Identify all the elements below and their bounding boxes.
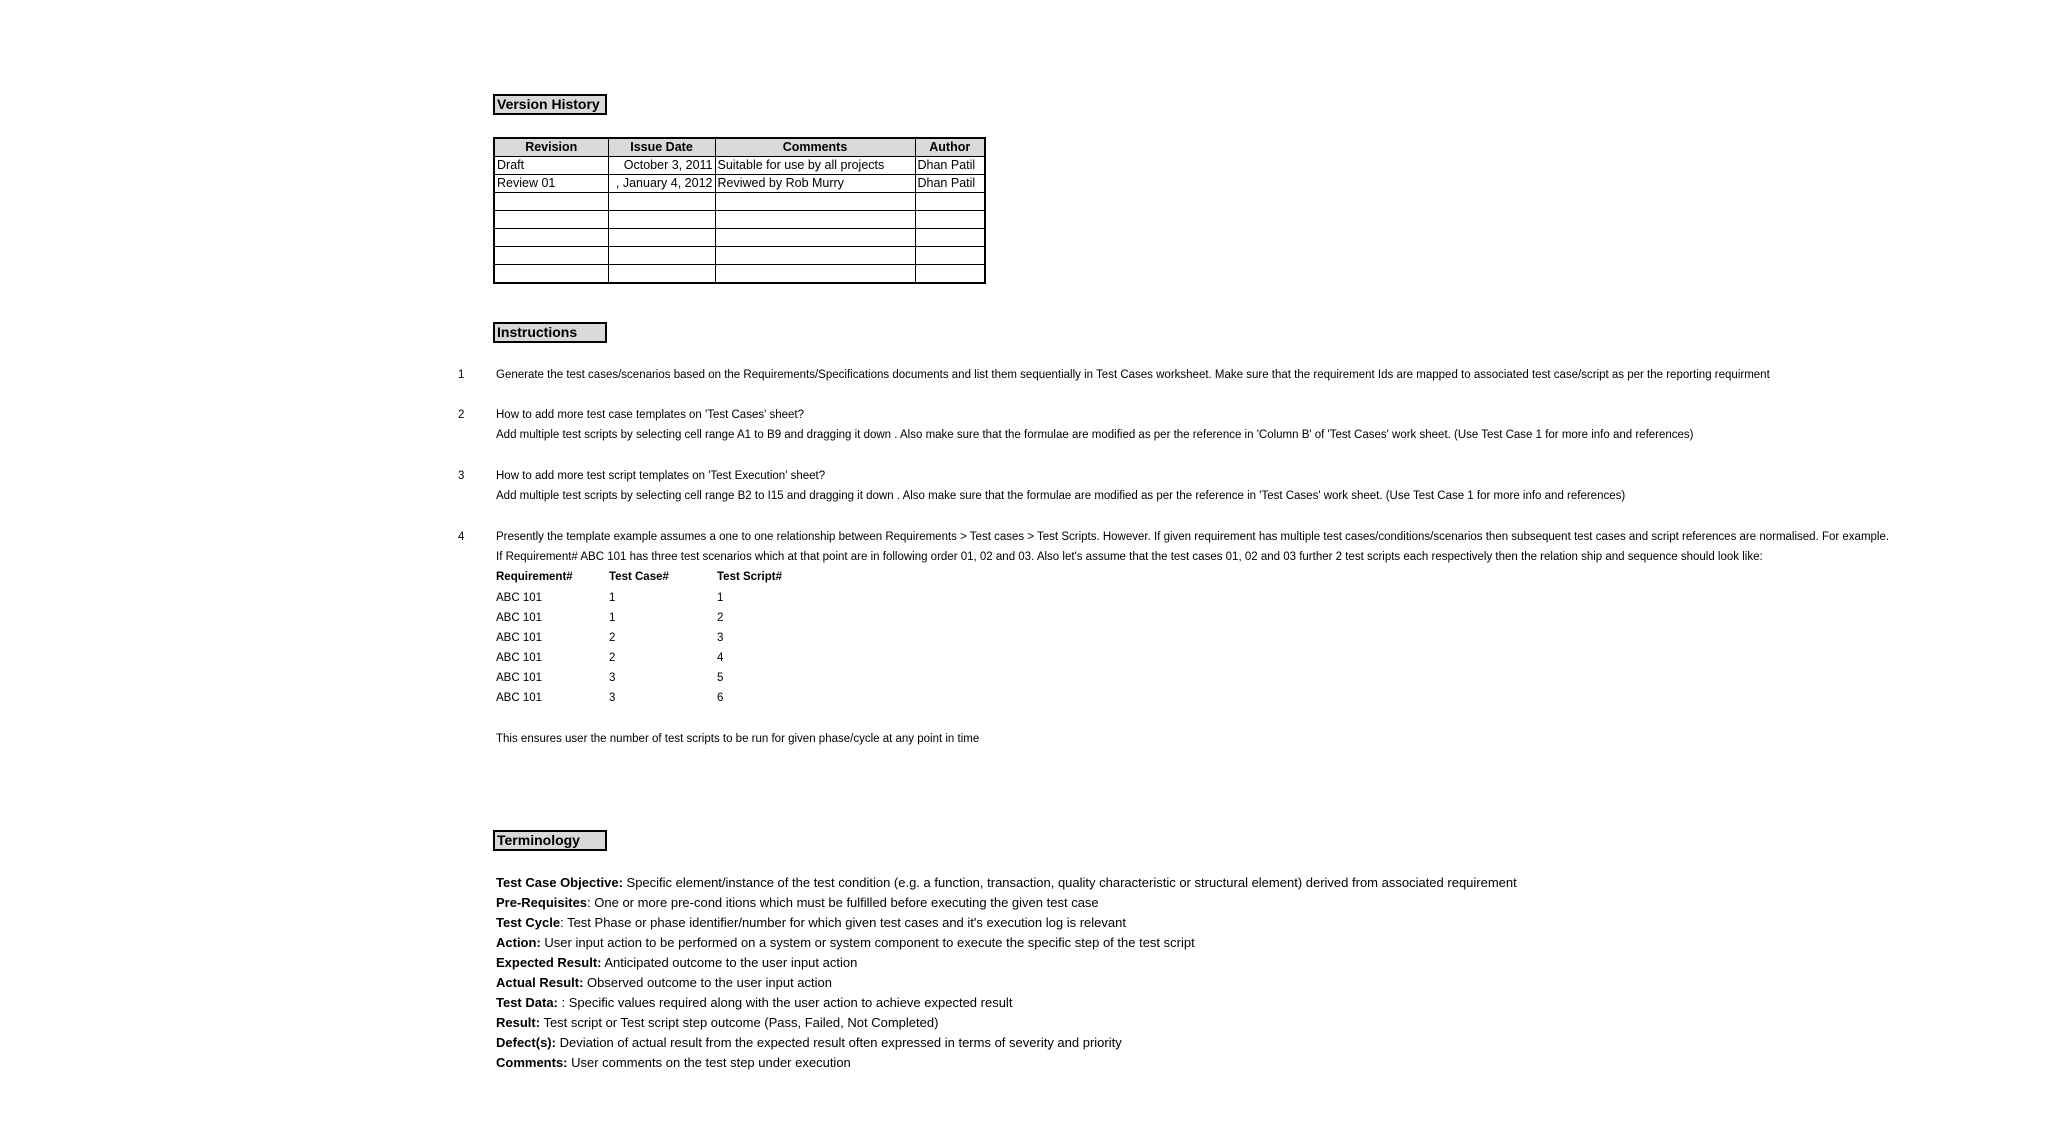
term-item	[496, 1035, 1122, 1050]
cell-author[interactable]: Dhan Patil	[915, 157, 985, 175]
instruction-text: Presently the template example assumes a one to one relationship between Requirements > Test cases > Test Scripts. However. If given requirement has multiple test cases/conditions/scenarios then subsequent test cases and script references are normalised. For example.	[496, 531, 1890, 543]
example-requirement: ABC 101	[496, 612, 543, 624]
table-row	[494, 211, 985, 229]
terminology-title: Terminology	[493, 830, 607, 851]
instructions-title: Instructions	[493, 322, 607, 343]
table-row	[494, 229, 985, 247]
cell-author[interactable]	[915, 229, 985, 247]
term-definition: Test script or Test script step outcome (Pass, Failed, Not Completed)	[540, 1015, 939, 1030]
example-test-case: 2	[609, 652, 616, 664]
example-test-script: 3	[717, 632, 724, 644]
table-row	[494, 175, 985, 193]
header-issue-date: Issue Date	[608, 138, 715, 157]
term-definition: Observed outcome to the user input action	[583, 975, 832, 990]
term-definition: : Test Phase or phase identifier/number for which given test cases and it's execution log is relevant	[560, 915, 1126, 930]
term-item	[496, 915, 1126, 930]
example-test-script: 6	[717, 692, 724, 704]
cell-author[interactable]	[915, 247, 985, 265]
example-test-script: 5	[717, 672, 724, 684]
term-definition: : Specific values required along with the user action to achieve expected result	[557, 995, 1013, 1010]
term-label: Test Case Objective:	[496, 875, 623, 890]
cell-comments[interactable]: Suitable for use by all projects	[715, 157, 915, 175]
term-item	[496, 875, 1517, 890]
cell-revision[interactable]	[494, 247, 608, 265]
cell-comments[interactable]	[715, 247, 915, 265]
example-requirement: ABC 101	[496, 672, 543, 684]
example-row	[496, 592, 896, 606]
example-row	[496, 672, 896, 686]
term-label: Test Cycle	[496, 915, 561, 930]
cell-issue-date[interactable]	[608, 211, 715, 229]
example-test-script: 1	[717, 592, 724, 604]
cell-issue-date[interactable]	[608, 193, 715, 211]
example-requirement: ABC 101	[496, 692, 543, 704]
term-definition: Specific element/instance of the test condition (e.g. a function, transaction, quality characteristic or structural element) derived from associated requirement	[622, 875, 1517, 890]
cell-author[interactable]	[915, 211, 985, 229]
cell-comments[interactable]: Reviwed by Rob Murry	[715, 175, 915, 193]
term-label: Defect(s):	[496, 1035, 556, 1050]
term-definition: User comments on the test step under execution	[567, 1055, 851, 1070]
term-definition: : One or more pre-cond itions which must be fulfilled before executing the given test case	[587, 895, 1099, 910]
term-item	[496, 995, 1012, 1010]
term-label: Pre-Requisites	[496, 895, 588, 910]
cell-revision[interactable]: Review 01	[494, 175, 608, 193]
instruction-footer: This ensures user the number of test scripts to be run for given phase/cycle at any point in time	[496, 733, 980, 745]
example-row	[496, 692, 896, 706]
table-row	[494, 193, 985, 211]
instruction-text: Add multiple test scripts by selecting cell range B2 to I15 and dragging it down . Also make sure that the formulae are modified as per the reference in 'Test Cases' work sheet. (Use Test Case 1 for more info and references)	[496, 490, 1626, 502]
instruction-text: Add multiple test scripts by selecting cell range A1 to B9 and dragging it down . Also make sure that the formulae are modified as per the reference in 'Column B' of 'Test Cases' work sheet. (Use Test Case 1 for more info and references)	[496, 429, 1694, 441]
term-label: Action:	[496, 935, 541, 950]
example-row	[496, 612, 896, 626]
cell-issue-date[interactable]	[608, 229, 715, 247]
example-header-row	[496, 571, 896, 585]
example-test-script: 4	[717, 652, 724, 664]
version-history-title: Version History	[493, 94, 607, 115]
cell-revision[interactable]	[494, 211, 608, 229]
term-definition: Anticipated outcome to the user input action	[601, 955, 858, 970]
example-test-case: 3	[609, 692, 616, 704]
example-row	[496, 652, 896, 666]
header-revision: Revision	[494, 138, 608, 157]
example-row	[496, 632, 896, 646]
term-definition: User input action to be performed on a system or system component to execute the specific step of the test script	[540, 935, 1195, 950]
term-label: Actual Result:	[496, 975, 584, 990]
cell-comments[interactable]	[715, 193, 915, 211]
term-item	[496, 1015, 938, 1030]
term-item	[496, 1055, 851, 1070]
example-requirement: ABC 101	[496, 592, 543, 604]
example-requirement: ABC 101	[496, 652, 543, 664]
header-comments: Comments	[715, 138, 915, 157]
example-header-test-case: Test Case#	[609, 571, 669, 583]
cell-revision[interactable]	[494, 193, 608, 211]
instruction-text: How to add more test case templates on 'Test Cases' sheet?	[496, 409, 805, 421]
instruction-text: How to add more test script templates on 'Test Execution' sheet?	[496, 470, 826, 482]
term-item	[496, 955, 857, 970]
example-test-case: 1	[609, 592, 616, 604]
cell-comments[interactable]	[715, 229, 915, 247]
example-test-case: 3	[609, 672, 616, 684]
instruction-text: If Requirement# ABC 101 has three test scenarios which at that point are in following order 01, 02 and 03. Also let's assume that the test cases 01, 02 and 03 further 2 test scripts each respectively then the relation ship and sequence should look like:	[496, 551, 1763, 563]
table-row	[494, 265, 985, 284]
term-label: Test Data:	[496, 995, 558, 1010]
cell-revision[interactable]: Draft	[494, 157, 608, 175]
cell-author[interactable]: Dhan Patil	[915, 175, 985, 193]
term-item	[496, 895, 1099, 910]
instruction-number: 3	[458, 470, 465, 482]
example-requirement: ABC 101	[496, 632, 543, 644]
example-header-requirement: Requirement#	[496, 571, 573, 583]
cell-author[interactable]	[915, 265, 985, 284]
example-header-test-script: Test Script#	[717, 571, 782, 583]
instruction-text: Generate the test cases/scenarios based on the Requirements/Specifications documents and list them sequentially in Test Cases worksheet. Make sure that the requirement Ids are mapped to associated test case/script as per the reporting requirment	[496, 369, 1770, 381]
example-test-case: 1	[609, 612, 616, 624]
term-label: Result:	[496, 1015, 541, 1030]
cell-author[interactable]	[915, 193, 985, 211]
instruction-number: 1	[458, 369, 465, 381]
example-test-case: 2	[609, 632, 616, 644]
table-row	[494, 247, 985, 265]
example-test-script: 2	[717, 612, 724, 624]
term-label: Expected Result:	[496, 955, 602, 970]
version-history-table	[493, 137, 986, 284]
cell-comments[interactable]	[715, 211, 915, 229]
term-item	[496, 975, 832, 990]
header-author: Author	[915, 138, 985, 157]
table-header-row	[494, 138, 985, 157]
cell-revision[interactable]	[494, 265, 608, 284]
cell-issue-date[interactable]: , January 4, 2012	[608, 175, 715, 193]
table-row	[494, 157, 985, 175]
term-definition: Deviation of actual result from the expected result often expressed in terms of severity and priority	[555, 1035, 1122, 1050]
term-label: Comments:	[496, 1055, 568, 1070]
instruction-number: 4	[458, 531, 465, 543]
cell-comments[interactable]	[715, 265, 915, 284]
instruction-number: 2	[458, 409, 465, 421]
cell-issue-date[interactable]	[608, 247, 715, 265]
term-item	[496, 935, 1195, 950]
cell-revision[interactable]	[494, 229, 608, 247]
cell-issue-date[interactable]: October 3, 2011	[608, 157, 715, 175]
cell-issue-date[interactable]	[608, 265, 715, 284]
